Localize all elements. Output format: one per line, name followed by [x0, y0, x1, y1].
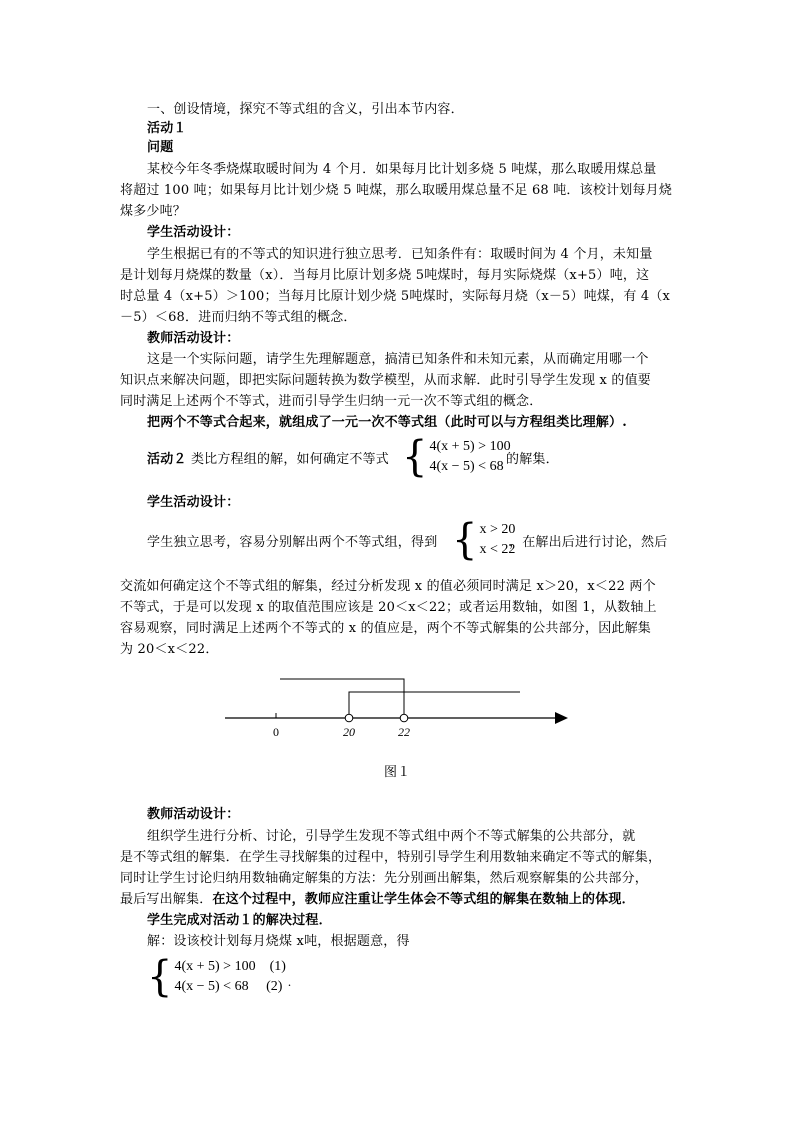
- section-heading: 一、创设情境，探究不等式组的含义，引出本节内容．: [147, 102, 464, 117]
- left-brace: {: [147, 952, 173, 1002]
- student-after: ，在解出后进行讨论，然后: [509, 535, 668, 550]
- activity2-line: [147, 450, 389, 470]
- solution-system: [147, 952, 292, 1002]
- teacher-activity-label-2: 教师活动设计：: [147, 807, 240, 822]
- student-activity-label: 学生活动设计：: [147, 225, 240, 240]
- tick-label-0: 0: [273, 725, 279, 739]
- solution-ray-x-gt-20: [349, 692, 520, 714]
- teacher-line-2: 组织学生进行分析、讨论，引导学生发现不等式组中两个不等式解集的公共部分，就: [147, 829, 636, 844]
- teacher-line-2-last: [120, 890, 635, 910]
- open-point-22: [400, 714, 408, 722]
- solution-title: 学生完成对活动１的解决过程．: [147, 913, 332, 928]
- solution-intro: 解：设该校计划每月烧煤 x吨，根据题意，得: [147, 934, 410, 949]
- problem-label: 问题: [147, 140, 174, 155]
- student-line: －5）＜68．进而归纳不等式组的概念．: [120, 310, 357, 325]
- student-activity-label-2: 学生活动设计：: [147, 495, 240, 510]
- activity2-label: 活动２: [147, 452, 187, 467]
- problem-line: 某校今年冬季烧煤取暖时间为 4 个月．如果每月比计划多烧 5 吨煤，那么取暖用煤总量: [147, 162, 657, 177]
- tick-label-22: 22: [398, 725, 410, 739]
- open-point-20: [345, 714, 353, 722]
- student-line: 学生根据已有的不等式的知识进行独立思考．已知条件有：取暖时间为 4 个月，未知量: [147, 247, 653, 262]
- solution-end: .: [287, 974, 292, 989]
- student-line-2: 容易观察，同时满足上述两个不等式的 x 的值应是，两个不等式解集的公共部分，因此解集: [120, 621, 651, 636]
- student-line-2: 为 20＜x＜22．: [120, 642, 219, 657]
- teacher-line-2: 同时让学生讨论归纳用数轴确定解集的方法：先分别画出解集，然后观察解集的公共部分，: [120, 871, 649, 886]
- activity2-prefix: 类比方程组的解，如何确定不等式: [190, 452, 389, 467]
- axis-arrow: [555, 712, 568, 724]
- teacher-line: 知识点来解决问题，即把实际问题转换为数学模型，从而求解．此时引导学生发现 x 的值要: [120, 373, 651, 388]
- left-brace: {: [452, 515, 478, 565]
- activity2-suffix: 的解集．: [506, 452, 559, 467]
- teacher-line: 这是一个实际问题，请学生先理解题意，搞清已知条件和未知元素，从而确定用哪一个: [147, 352, 649, 367]
- number-line-figure: [215, 670, 575, 750]
- student-line-2: 交流如何确定这个不等式组的解集，经过分析发现 x 的值必须同时满足 x＞20，x＜22 两个: [120, 579, 656, 594]
- figure-caption: 图１: [384, 765, 411, 780]
- solution-ray-x-lt-22: [280, 679, 404, 714]
- solution-line-1: 4(x + 5) > 100 (1): [174, 959, 286, 974]
- solved-line-2: x < 22: [479, 542, 516, 557]
- student-intro: 学生独立思考，容易分别解出两个不等式组，得到: [147, 535, 438, 550]
- solved-line-1: x > 20: [479, 522, 516, 537]
- system-line-1: 4(x + 5) > 100: [429, 439, 511, 454]
- teacher-bold-tail: 在这个过程中，教师应注重让学生体会不等式组的解集在数轴上的体现．: [212, 892, 635, 907]
- solved-system: [452, 515, 516, 565]
- left-brace: {: [402, 432, 428, 482]
- student-line: 时总量 4（x+5）＞100；当每月比原计划少烧 5吨煤时，实际每月烧（x－5）吨煤，有 4（x: [120, 289, 671, 304]
- problem-line: 将超过 100 吨；如果每月比计划少烧 5 吨煤，那么取暖用煤总量不足 68 吨．该校计划每月烧: [120, 183, 673, 198]
- bold-statement: 把两个不等式合起来，就组成了一元一次不等式组（此时可以与方程组类比理解）.: [147, 415, 627, 430]
- activity1-title: 活动１: [147, 121, 187, 136]
- teacher-activity-label: 教师活动设计：: [147, 331, 240, 346]
- student-line-2: 不等式，于是可以发现 x 的取值范围应该是 20＜x＜22；或者运用数轴，如图 1，从数轴上: [120, 600, 657, 615]
- teacher-line: 同时满足上述两个不等式，进而引导学生归纳一元一次不等式组的概念．: [120, 394, 543, 409]
- system-line-2: 4(x − 5) < 68: [429, 459, 504, 474]
- teacher-line-2: 最后写出解集．: [120, 892, 213, 907]
- solution-line-2: 4(x − 5) < 68 (2): [174, 979, 283, 994]
- tick-label-20: 20: [343, 725, 355, 739]
- teacher-line-2: 是不等式组的解集．在学生寻找解集的过程中，特别引导学生利用数轴来确定不等式的解集，: [120, 850, 662, 865]
- problem-line: 煤多少吨？: [120, 204, 187, 219]
- inequality-system: [402, 432, 511, 482]
- student-line: 是计划每月烧煤的数量（x）．当每月比原计划多烧 5吨煤时，每月实际烧煤（x+5）吨，这: [120, 268, 650, 283]
